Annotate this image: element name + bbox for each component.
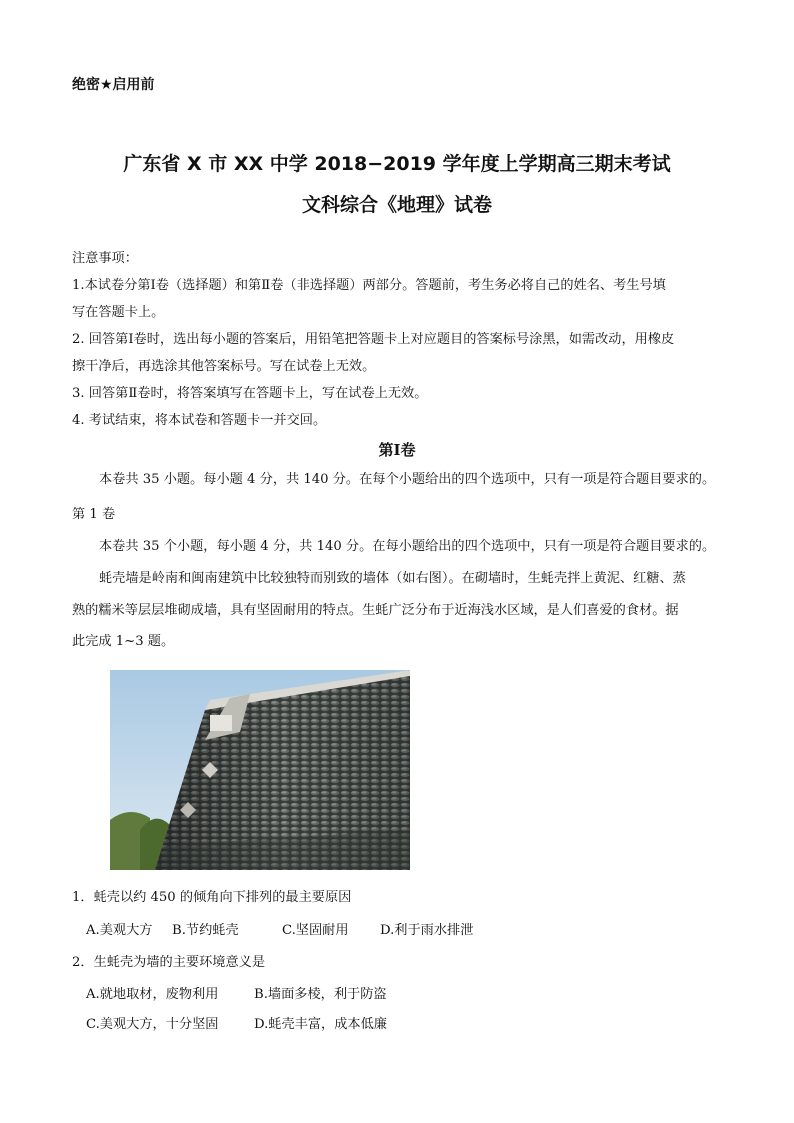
note-line: 2. 回答第Ⅰ卷时，选出每小题的答案后，用铅笔把答题卡上对应题目的答案标号涂黑，如需改动，用橡皮 <box>72 332 675 347</box>
note-line: 擦干净后，再选涂其他答案标号。写在试卷上无效。 <box>72 359 376 374</box>
notes-heading: 注意事项： <box>72 251 138 266</box>
oyster-shell-wall-photo <box>110 670 410 870</box>
sub-heading: 第 1 卷 <box>72 507 116 522</box>
section-heading: 第Ⅰ卷 <box>378 441 416 459</box>
question-stem: 1．蚝壳以约 450 的倾角向下排列的最主要原因 <box>72 890 352 905</box>
note-line: 写在答题卡上。 <box>72 305 165 320</box>
answer-option: B.节约蚝壳 <box>172 923 239 938</box>
passage-line: 此完成 1~3 题。 <box>72 634 175 649</box>
answer-option: A.就地取材，废物利用 <box>86 987 219 1002</box>
exam-subtitle: 文科综合《地理》试卷 <box>301 194 492 216</box>
answer-option: A.美观大方 <box>86 923 153 938</box>
answer-option: D.蚝壳丰富，成本低廉 <box>254 1017 387 1032</box>
answer-option: C.美观大方，十分坚固 <box>86 1017 219 1032</box>
passage-line: 熟的糯米等层层堆砌成墙，具有坚固耐用的特点。生蚝广泛分布于近海浅水区域，是人们喜爱的食材。据 <box>72 603 679 618</box>
note-line: 4. 考试结束，将本试卷和答题卡一并交回。 <box>72 413 327 428</box>
sub-intro: 本卷共 35 个小题，每小题 4 分，共 140 分。在每小题给出的四个选项中，只有一项是符合题目要求的。 <box>99 539 716 554</box>
note-line: 1.本试卷分第Ⅰ卷（选择题）和第Ⅱ卷（非选择题）两部分。答题前，考生务必将自己的姓名、考生号填 <box>72 278 666 293</box>
secret-mark: 绝密★启用前 <box>72 77 155 93</box>
oyster-wall-illustration <box>110 670 410 870</box>
passage-line: 蚝壳墙是岭南和闽南建筑中比较独特而别致的墙体（如右图）。在砌墙时，生蚝壳拌上黄泥、红糖、蒸 <box>99 571 686 586</box>
section-intro: 本卷共 35 小题。每小题 4 分，共 140 分。在每个小题给出的四个选项中，只有一项是符合题目要求的。 <box>99 472 716 487</box>
answer-option: B.墙面多棱，利于防盗 <box>254 987 387 1002</box>
answer-option: D.利于雨水排泄 <box>380 923 474 938</box>
exam-title: 广东省 X 市 XX 中学 2018−2019 学年度上学期高三期末考试 <box>123 153 671 175</box>
question-stem: 2．生蚝壳为墙的主要环境意义是 <box>72 955 266 970</box>
answer-option: C.坚固耐用 <box>282 923 349 938</box>
note-line: 3. 回答第Ⅱ卷时，将答案填写在答题卡上，写在试卷上无效。 <box>72 386 428 401</box>
